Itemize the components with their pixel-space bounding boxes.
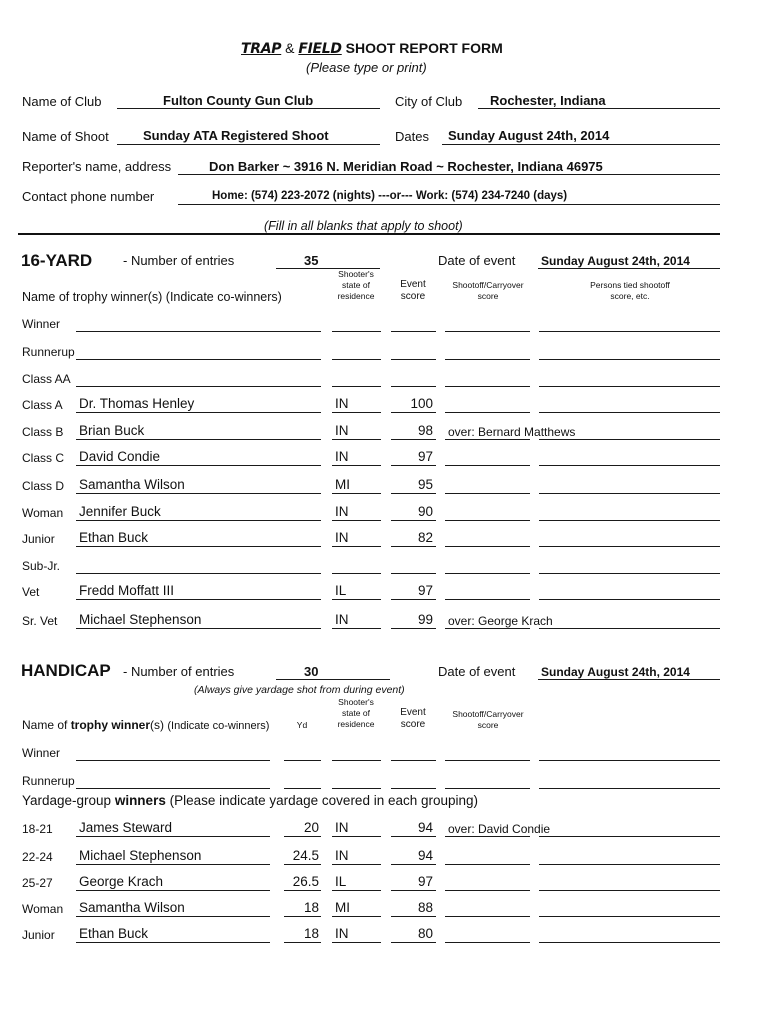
city-underline: [478, 108, 720, 109]
tied-underline: [539, 439, 720, 440]
shootoff-underline: [445, 916, 530, 917]
name-underline: [76, 599, 321, 600]
form-subtitle: (Please type or print): [306, 60, 427, 75]
tied-underline: [539, 836, 720, 837]
row-label: Woman: [22, 506, 64, 520]
score-field[interactable]: 97: [417, 874, 433, 889]
score-field[interactable]: 98: [417, 423, 433, 438]
winner-name-field[interactable]: Samantha Wilson: [79, 477, 185, 492]
yardage-group-label-b: winners: [114, 793, 166, 808]
state-underline: [332, 760, 381, 761]
yardage-field[interactable]: 20: [303, 820, 319, 835]
yardage-field[interactable]: 26.5: [292, 874, 319, 889]
state-underline: [332, 916, 381, 917]
tied-underline: [539, 573, 720, 574]
state-underline: [332, 359, 381, 360]
sixteen-entries-label: - Number of entries: [123, 253, 235, 268]
handicap-trophy-label-b: trophy winner: [70, 718, 151, 732]
name-underline: [76, 359, 321, 360]
tied-underline: [539, 628, 720, 629]
state-field[interactable]: IN: [335, 926, 349, 941]
yardage-field[interactable]: 18: [303, 900, 319, 915]
tied-underline: [539, 331, 720, 332]
yd-underline: [284, 864, 321, 865]
shootoff-underline: [445, 386, 530, 387]
shootoff-underline: [445, 493, 530, 494]
name-underline: [76, 412, 321, 413]
score-underline: [391, 520, 436, 521]
shoot-label: Name of Shoot: [22, 129, 109, 144]
state-field[interactable]: IL: [335, 874, 347, 889]
score-field[interactable]: 97: [417, 449, 433, 464]
dates-label: Dates: [395, 129, 429, 144]
yd-underline: [284, 788, 321, 789]
winner-name-field[interactable]: Ethan Buck: [79, 530, 149, 545]
name-underline: [76, 628, 321, 629]
handicap-col-yd: Yd: [296, 720, 308, 730]
row-label: Class D: [22, 479, 65, 493]
score-field[interactable]: 99: [417, 612, 433, 627]
tied-underline: [539, 412, 720, 413]
state-field[interactable]: IN: [335, 530, 349, 545]
score-underline: [391, 546, 436, 547]
tied-underline: [539, 520, 720, 521]
yardage-group-label: [22, 793, 478, 808]
handicap-col-shootoff: Shootoff/Carryover score: [452, 709, 524, 730]
score-field[interactable]: 90: [417, 504, 433, 519]
winner-name-field[interactable]: David Condie: [79, 449, 161, 464]
handicap-entries-underline: [276, 679, 390, 680]
name-underline: [76, 546, 321, 547]
shootoff-underline: [445, 465, 530, 466]
group-winner-name-field[interactable]: Samantha Wilson: [79, 900, 185, 915]
score-underline: [391, 386, 436, 387]
row-label: Sub-Jr.: [22, 559, 61, 573]
field-logo-text: FIELD: [298, 41, 342, 57]
state-underline: [332, 331, 381, 332]
state-underline: [332, 836, 381, 837]
name-underline: [76, 493, 321, 494]
shootoff-underline: [445, 788, 530, 789]
score-underline: [391, 890, 436, 891]
row-label: Winner: [22, 317, 61, 331]
yardage-field[interactable]: 18: [303, 926, 319, 941]
name-underline: [76, 890, 270, 891]
score-field[interactable]: 88: [417, 900, 433, 915]
shootoff-underline: [445, 599, 530, 600]
sixteen-date-field[interactable]: Sunday August 24th, 2014: [541, 254, 690, 268]
city-label: City of Club: [395, 94, 463, 109]
handicap-trophy-label-c: (s): [150, 718, 168, 732]
tied-underline: [539, 864, 720, 865]
score-underline: [391, 836, 436, 837]
winner-name-field[interactable]: Fredd Moffatt III: [79, 583, 175, 598]
name-underline: [76, 573, 321, 574]
name-underline: [76, 916, 270, 917]
score-underline: [391, 788, 436, 789]
row-label: Class C: [22, 451, 65, 465]
sixteen-trophy-label: Name of trophy winner(s) (Indicate co-winners): [22, 290, 282, 304]
row-label: Class A: [22, 398, 63, 412]
score-underline: [391, 628, 436, 629]
shootoff-underline: [445, 836, 530, 837]
tied-underline: [539, 788, 720, 789]
shootoff-underline: [445, 628, 530, 629]
tied-underline: [539, 916, 720, 917]
name-underline: [76, 465, 321, 466]
row-label: Class B: [22, 425, 64, 439]
shootoff-underline: [445, 760, 530, 761]
score-underline: [391, 412, 436, 413]
state-underline: [332, 493, 381, 494]
state-underline: [332, 386, 381, 387]
tied-underline: [539, 599, 720, 600]
name-underline: [76, 439, 321, 440]
winner-name-field[interactable]: Jennifer Buck: [79, 504, 161, 519]
row-label: Vet: [22, 585, 40, 599]
score-underline: [391, 331, 436, 332]
state-underline: [332, 412, 381, 413]
shootoff-underline: [445, 573, 530, 574]
winner-name-field[interactable]: Michael Stephenson: [79, 612, 202, 627]
score-underline: [391, 465, 436, 466]
state-field[interactable]: MI: [335, 477, 350, 492]
state-field[interactable]: IL: [335, 583, 347, 598]
handicap-entries-label: - Number of entries: [123, 664, 235, 679]
yd-underline: [284, 836, 321, 837]
winner-name-field[interactable]: Brian Buck: [79, 423, 145, 438]
reporter-field[interactable]: Don Barker ~ 3916 N. Meridian Road ~ Rochester, Indiana 46975: [209, 159, 603, 174]
shootoff-underline: [445, 331, 530, 332]
shootoff-note-field[interactable]: over: David Condie: [448, 822, 551, 836]
handicap-title: HANDICAP: [21, 661, 111, 680]
state-field[interactable]: IN: [335, 820, 349, 835]
handicap-col-state: Shooter's state of residence: [337, 697, 375, 729]
reporter-underline: [178, 174, 720, 175]
state-field[interactable]: MI: [335, 900, 350, 915]
state-field[interactable]: IN: [335, 848, 349, 863]
winner-name-field[interactable]: Dr. Thomas Henley: [79, 396, 195, 411]
yardage-group-label-a: Yardage-group: [22, 793, 115, 808]
yd-underline: [284, 942, 321, 943]
tied-underline: [539, 890, 720, 891]
handicap-trophy-label-d: (Indicate co-winners): [167, 720, 270, 732]
tied-underline: [539, 942, 720, 943]
score-underline: [391, 916, 436, 917]
group-label: Woman: [22, 902, 64, 916]
score-underline: [391, 760, 436, 761]
handicap-date-label: Date of event: [438, 664, 516, 679]
state-field[interactable]: IN: [335, 396, 349, 411]
score-field[interactable]: 82: [417, 530, 433, 545]
score-underline: [391, 359, 436, 360]
group-label: 25-27: [22, 876, 53, 890]
group-winner-name-field[interactable]: James Steward: [79, 820, 173, 835]
row-label: Class AA: [22, 372, 71, 386]
fill-note: (Fill in all blanks that apply to shoot): [264, 219, 463, 233]
shootoff-underline: [445, 890, 530, 891]
group-winner-name-field[interactable]: Ethan Buck: [79, 926, 149, 941]
handicap-trophy-label-a: Name of: [22, 718, 71, 732]
state-underline: [332, 573, 381, 574]
state-underline: [332, 890, 381, 891]
handicap-date-field[interactable]: Sunday August 24th, 2014: [541, 665, 690, 679]
phone-label: Contact phone number: [22, 189, 155, 204]
score-field[interactable]: 94: [417, 820, 433, 835]
name-underline: [76, 520, 321, 521]
sixteen-date-label: Date of event: [438, 253, 516, 268]
dates-field[interactable]: Sunday August 24th, 2014: [448, 128, 610, 143]
state-underline: [332, 520, 381, 521]
score-field[interactable]: 95: [417, 477, 433, 492]
score-underline: [391, 573, 436, 574]
handicap-col-event: Event score: [400, 707, 426, 730]
trap-logo-text: TRAP: [241, 41, 282, 57]
tied-underline: [539, 493, 720, 494]
score-underline: [391, 864, 436, 865]
ampersand: &: [285, 40, 295, 56]
group-winner-name-field[interactable]: Michael Stephenson: [79, 848, 202, 863]
row-label: Junior: [22, 532, 55, 546]
club-underline: [117, 108, 380, 109]
group-label: Junior: [22, 928, 55, 942]
tied-underline: [539, 760, 720, 761]
club-field[interactable]: Fulton County Gun Club: [163, 93, 314, 108]
row-label: Winner: [22, 746, 61, 760]
shootoff-underline: [445, 520, 530, 521]
handicap-entries-field[interactable]: 30: [304, 664, 319, 679]
state-underline: [332, 864, 381, 865]
yd-underline: [284, 890, 321, 891]
state-field[interactable]: IN: [335, 612, 349, 627]
handicap-date-underline: [538, 679, 720, 680]
sixteen-date-underline: [538, 268, 720, 269]
shootoff-underline: [445, 359, 530, 360]
state-field[interactable]: IN: [335, 504, 349, 519]
score-underline: [391, 942, 436, 943]
handicap-trophy-label: [22, 718, 269, 732]
sixteen-col-tied: Persons tied shootoff score, etc.: [590, 280, 670, 301]
name-underline: [76, 836, 270, 837]
yardage-note: (Always give yardage shot from during event): [194, 684, 405, 696]
score-field[interactable]: 94: [417, 848, 433, 863]
yardage-field[interactable]: 24.5: [292, 848, 319, 863]
name-underline: [76, 942, 270, 943]
name-underline: [76, 386, 321, 387]
name-underline: [76, 864, 270, 865]
dates-underline: [442, 144, 720, 145]
row-label: Runnerup: [22, 774, 75, 788]
reporter-label: Reporter's name, address: [22, 159, 172, 174]
section-divider: [18, 233, 720, 235]
sixteen-yard-title: 16-YARD: [21, 251, 93, 270]
name-underline: [76, 788, 270, 789]
tied-underline: [539, 546, 720, 547]
shoot-field[interactable]: Sunday ATA Registered Shoot: [143, 128, 329, 143]
state-underline: [332, 465, 381, 466]
score-field[interactable]: 80: [417, 926, 433, 941]
yd-underline: [284, 916, 321, 917]
shootoff-underline: [445, 942, 530, 943]
shoot-underline: [117, 144, 380, 145]
score-underline: [391, 439, 436, 440]
score-underline: [391, 493, 436, 494]
state-field[interactable]: IN: [335, 423, 349, 438]
name-underline: [76, 760, 270, 761]
state-underline: [332, 628, 381, 629]
form-title: [241, 40, 503, 57]
tied-underline: [539, 386, 720, 387]
group-label: 22-24: [22, 850, 53, 864]
tied-underline: [539, 465, 720, 466]
state-field[interactable]: IN: [335, 449, 349, 464]
form-title-text: SHOOT REPORT FORM: [345, 40, 503, 56]
state-underline: [332, 599, 381, 600]
yd-underline: [284, 760, 321, 761]
tied-underline: [539, 359, 720, 360]
group-label: 18-21: [22, 822, 53, 836]
state-underline: [332, 439, 381, 440]
club-label: Name of Club: [22, 94, 102, 109]
score-field[interactable]: 100: [410, 396, 433, 411]
shootoff-underline: [445, 864, 530, 865]
phone-field[interactable]: Home: (574) 223-2072 (nights) ---or--- Work: (574) 234-7240 (days): [212, 190, 568, 202]
name-underline: [76, 331, 321, 332]
shootoff-underline: [445, 439, 530, 440]
shootoff-underline: [445, 412, 530, 413]
shootoff-underline: [445, 546, 530, 547]
state-underline: [332, 546, 381, 547]
score-field[interactable]: 97: [417, 583, 433, 598]
sixteen-entries-field[interactable]: 35: [304, 253, 319, 268]
phone-underline: [178, 204, 720, 205]
score-underline: [391, 599, 436, 600]
state-underline: [332, 788, 381, 789]
row-label: Sr. Vet: [22, 614, 58, 628]
state-underline: [332, 942, 381, 943]
sixteen-col-state: Shooter's state of residence: [337, 269, 375, 301]
group-winner-name-field[interactable]: George Krach: [79, 874, 164, 889]
row-label: Runnerup: [22, 345, 75, 359]
shootoff-note-field[interactable]: over: Bernard Matthews: [448, 425, 576, 439]
yardage-group-label-c: (Please indicate yardage covered in each grouping): [165, 793, 479, 808]
sixteen-col-shootoff: Shootoff/Carryover score: [452, 280, 524, 301]
sixteen-col-event: Event score: [400, 279, 426, 302]
city-field[interactable]: Rochester, Indiana: [490, 93, 606, 108]
shootoff-note-field[interactable]: over: George Krach: [448, 614, 553, 628]
